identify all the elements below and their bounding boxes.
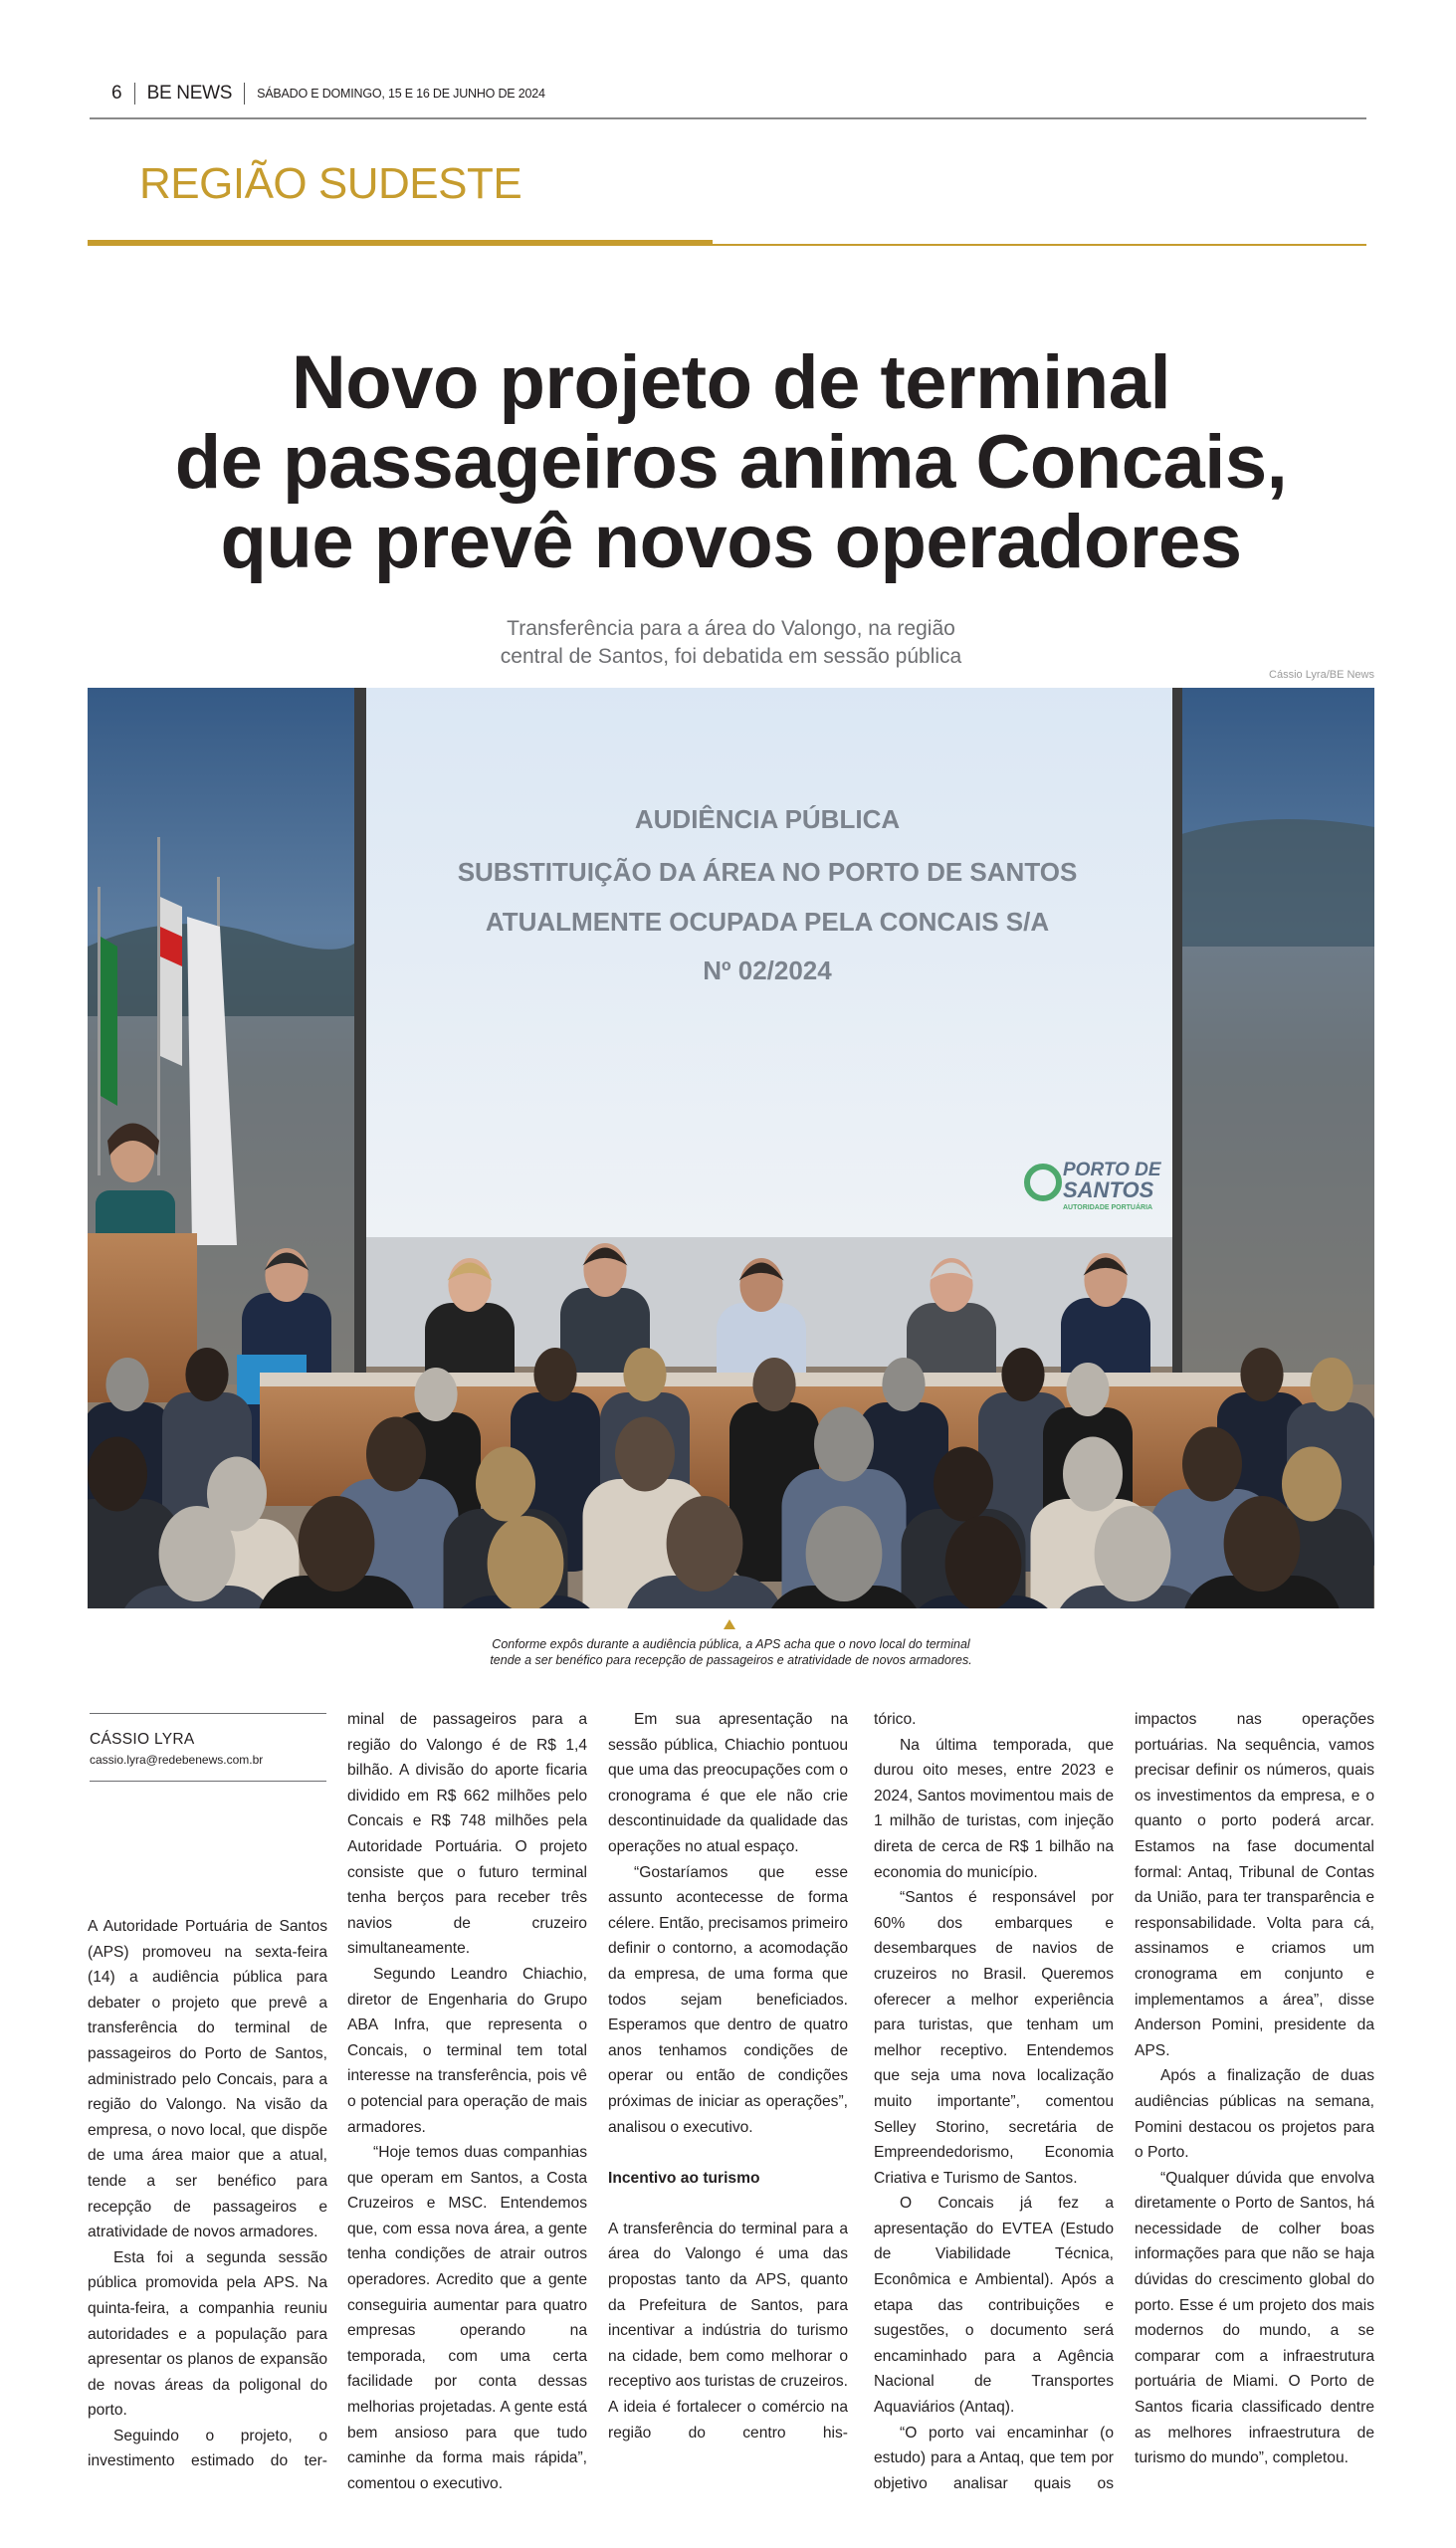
paragraph: “Gostaríamos que esse assunto acontecesse de forma célere. Então, precisamos primeiro definir o contorno, a acomodação da empresa, de uma forma que todos sejam beneficiados. Esperamos que dentro de quatro anos tenhamos condições de operar ou então de condições próximas de iniciar as operações”, analisou o executivo.	[608, 1863, 848, 2136]
subtitle-line: Transferência para a área do Valongo, na região	[507, 617, 955, 640]
byline-rule	[90, 1781, 326, 1782]
section-title: REGIÃO SUDESTE	[139, 159, 522, 208]
photo-credit: Cássio Lyra/BE News	[1269, 669, 1374, 681]
publication-name: BE NEWS	[146, 83, 233, 104]
paragraph: A Autoridade Portuária de Santos (APS) promoveu na sexta-feira (14) a audiência pública para debater o projeto que prevê a transferência do terminal de passageiros do Porto de Santos, administrado pelo Concais, para a região do Valongo. Na visão da empresa, o novo local, que dispõe de uma área maior que a atual, tende a ser benéfico para recepção de passageiros e atratividade de novos armadores.	[88, 1918, 327, 2241]
page-folio	[111, 82, 545, 106]
logo-text: AUTORIDADE PORTUÁRIA	[1063, 1204, 1153, 1211]
text-column-3	[608, 1707, 848, 2445]
paragraph: Esta foi a segunda sessão pública promovida pela APS. Na quinta-feira, a companhia reuniu autoridades e a população para apresentar os planos de expansão de novas áreas da poligonal do porto.	[88, 2248, 327, 2420]
caption-triangle-icon	[724, 1619, 735, 1629]
screen-frame-right	[1172, 688, 1182, 1384]
screen-line: Nº 02/2024	[703, 956, 832, 985]
author-email[interactable]: cassio.lyra@redebenews.com.br	[90, 1753, 264, 1767]
headline-line: que prevê novos operadores	[220, 500, 1242, 584]
photo-scene	[88, 688, 1374, 1608]
screen-line: SUBSTITUIÇÃO DA ÁREA NO PORTO DE SANTOS	[457, 857, 1078, 887]
screen-frame-left	[354, 688, 366, 1384]
screen-line: ATUALMENTE OCUPADA PELA CONCAIS S/A	[485, 907, 1050, 937]
headline	[88, 340, 1374, 584]
article-photo	[88, 688, 1374, 1608]
header-rule	[90, 117, 1366, 119]
text-column-4	[874, 1707, 1114, 2496]
paragraph: tórico.	[874, 1711, 917, 1728]
paragraph: Segundo Leandro Chiachio, diretor de Engenharia do Grupo ABA Infra, que representa o Concais, o terminal tem total interesse na transferência, pois vê o potencial para operação de mais armadores.	[347, 1965, 587, 2136]
edition-date: SÁBADO E DOMINGO, 15 E 16 DE JUNHO DE 2024	[257, 87, 545, 101]
paragraph: “Qualquer dúvida que envolva diretamente o Porto de Santos, há necessidade de colher boas informações para que não se haja dúvidas do crescimento global do porto. Esse é um projeto dos mais modernos do mundo, a se comparar com a infraestrutura portuária de Miami. O Porto de Santos ficaria classificado dentre as melhores infraestrutura de turismo do mundo”, completou.	[1135, 2169, 1374, 2467]
paragraph: Após a finalização de duas audiências públicas na semana, Pomini destacou os projetos para o Porto.	[1135, 2067, 1374, 2162]
flag-brazil	[101, 937, 117, 1106]
divider	[244, 83, 245, 105]
paragraph: Na última temporada, que durou oito meses, entre 2023 e 2024, Santos movimentou mais de 1 milhão de turistas, com injeção direta de cerca de R$ 1 bilhão na economia do município.	[874, 1736, 1114, 1881]
screen-line: AUDIÊNCIA PÚBLICA	[634, 804, 901, 834]
logo-text: PORTO DE	[1063, 1160, 1161, 1180]
city-right	[1172, 947, 1374, 1384]
paragraph: Seguindo o projeto, o investimento estimado do ter-	[88, 2427, 327, 2470]
headline-line: Novo projeto de terminal	[291, 340, 1171, 425]
subtitle-line: central de Santos, foi debatida em sessão pública	[500, 645, 962, 668]
caption-line: Conforme expôs durante a audiência pública, a APS acha que o novo local do terminal	[492, 1637, 970, 1651]
paragraph: Em sua apresentação na sessão pública, Chiachio pontuou que uma das preocupações com o cronograma é que ele não crie descontinuidade da qualidade das operações no atual espaço.	[608, 1711, 848, 1855]
page-number: 6	[111, 83, 122, 104]
author-name: CÁSSIO LYRA	[90, 1731, 195, 1748]
mountain-right	[1172, 819, 1374, 947]
section-rule-thick	[88, 240, 713, 246]
paragraph: “Santos é responsável por 60% dos embarques e desembarques de navios de cruzeiros no Brasil. Queremos oferecer a melhor experiência para turistas, que tenham um melhor receptivo. Entendemos que seja uma nova localização muito importante”, comentou Selley Storino, secretária de Empreendedorismo, Economia Criativa e Turismo de Santos.	[874, 1889, 1114, 2187]
photo-caption	[88, 1636, 1374, 1668]
caption-line: tende a ser benéfico para recepção de passageiros e atratividade de novos armadores.	[490, 1653, 972, 1667]
subheading: Incentivo ao turismo	[608, 2169, 760, 2187]
headline-line: de passageiros anima Concais,	[174, 420, 1288, 505]
subtitle	[88, 615, 1374, 671]
paragraph: O Concais já fez a apresentação do EVTEA (Estudo de Viabilidade Técnica, Econômica e Ambiental). Após a etapa das contribuições e sugestões, o documento será encaminhado para a Agência Nacional de Transportes Aquaviários (Antaq).	[874, 2195, 1114, 2417]
byline-rule	[90, 1713, 326, 1714]
paragraph: minal de passageiros para a região do Valongo é de R$ 1,4 bilhão. A divisão do aporte ficaria dividido em R$ 662 milhões pelo Concais e R$ 748 milhões pela Autoridade Portuária. O projeto consiste que o futuro terminal tenha berços para receber três navios de cruzeiro simultaneamente.	[347, 1711, 587, 1958]
text-column-2	[347, 1707, 587, 2496]
paragraph: impactos nas operações portuárias. Na sequência, vamos precisar definir os números, quais os investimentos da empresa, e o quanto o porto poderá arcar. Estamos na fase documental formal: Antaq, Tribunal de Contas da União, para ter transparência e responsabilidade. Volta para cá, assinamos e criamos um cronograma em conjunto e implementamos a área”, disse Anderson Pomini, presidente da APS.	[1135, 1711, 1374, 2059]
paragraph: A transferência do terminal para a área do Valongo é uma das propostas tanto da APS, quanto da Prefeitura de Santos, para incentivar a indústria do turismo na cidade, bem como melhorar o receptivo aos turistas de cruzeiros. A ideia é fortalecer o comércio na região do centro his-	[608, 2220, 848, 2442]
text-column-5	[1135, 1707, 1374, 2471]
byline	[90, 1713, 326, 1782]
text-column-1	[88, 1914, 327, 2474]
divider	[134, 83, 135, 105]
logo-text: SANTOS	[1063, 1177, 1154, 1202]
section-rule-thin	[713, 244, 1366, 246]
paragraph: “O porto vai encaminhar (o estudo) para a Antaq, que tem por objetivo analisar quais os	[874, 2424, 1114, 2492]
paragraph: “Hoje temos duas companhias que operam em Santos, a Costa Cruzeiros e MSC. Entendemos que, com essa nova área, a gente tenha condições de atrair outros operadores. Acredito que a gente conseguiria aumentar para quatro empresas operando na temporada, com uma certa facilidade por conta dessas melhorias projetadas. A gente está bem ansioso para que tudo caminhe da forma mais rápida”, comentou o executivo.	[347, 2144, 587, 2492]
